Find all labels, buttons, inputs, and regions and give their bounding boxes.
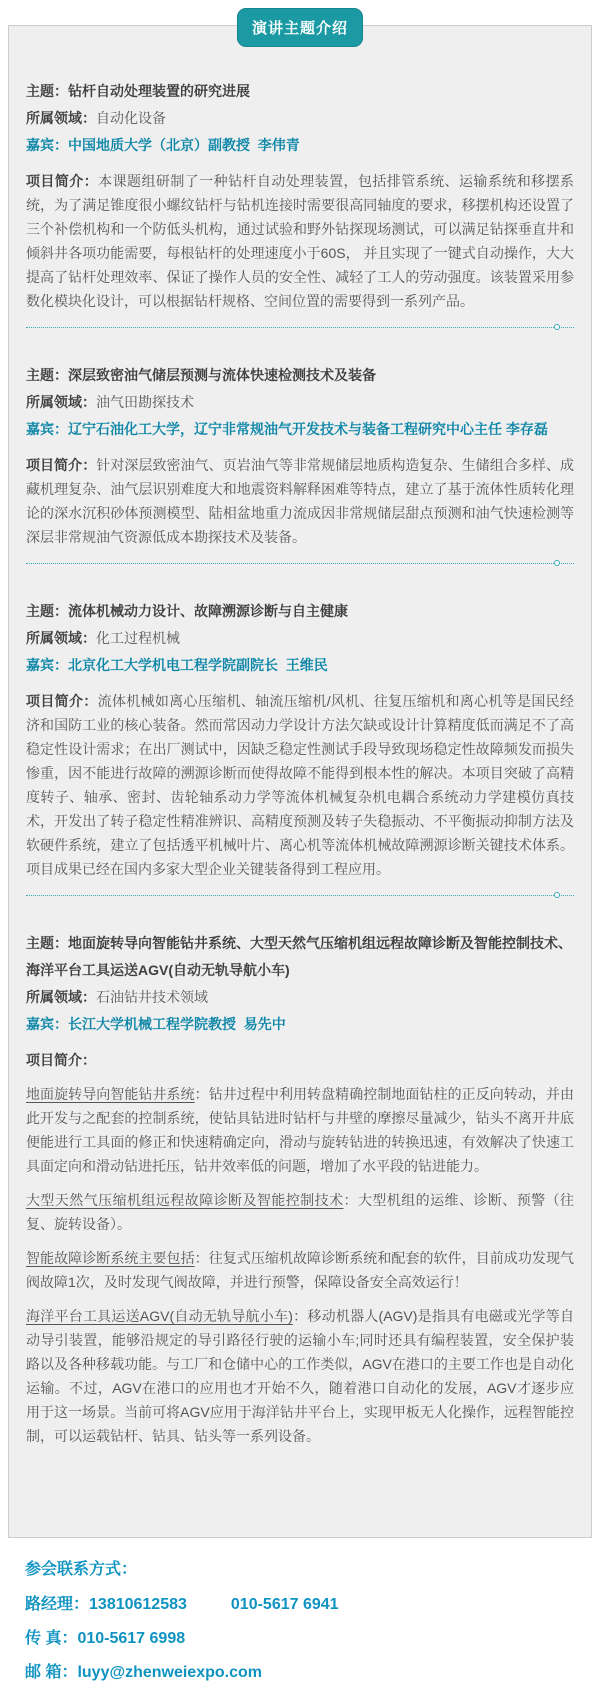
paragraph-text: ：钻井过程中利用转盘精确控制地面钻柱的正反向转动，并由此开发与之配套的控制系统，使钻具钻进时钻杆与井壁的摩擦尽量减少，钻头不离开井底便能进行工具面的修正和快速精确定向，滑动与旋转钻进的转换迅速，有效解决了快速工具面定向和滑动钻进托压，钻井效率低的问题，增加了水平段的钻进能力。 bbox=[26, 1086, 575, 1174]
paragraph-lead: 地面旋转导向智能钻井系统 bbox=[26, 1086, 195, 1102]
intro-label: 项目简介： bbox=[26, 173, 99, 189]
topic-value: 深层致密油气储层预测与流体快速检测技术及装备 bbox=[68, 367, 376, 383]
paragraph-lead: 智能故障诊断系统主要包括 bbox=[26, 1250, 195, 1266]
session-guest bbox=[26, 652, 574, 679]
intro-text: 本课题组研制了一种钻杆自动处理装置，包括排管系统、运输系统和移摆系统，为了满足锥度很小螺纹钻杆与钻机连接时需要很高同轴度的要求，移摆机构还设置了三个补偿机构和一个防低头机构，通过试验和野外钻探现场测试，可以满足钻探垂直井和倾斜井各项功能需要，每根钻杆的处理速度小于60S， 并且实现了一键式自动操作，大大提高了钻杆处理效率、保证了操作人员的安全性、减轻了工人的劳动强度。该装置采用参数化模块化设计，可以根据钻杆规格、空间位置的需要得到一系列产品。 bbox=[26, 173, 575, 309]
guest-label: 嘉宾： bbox=[26, 1016, 68, 1032]
contact-phone-mobile: 13810612583 bbox=[89, 1596, 187, 1613]
intro-paragraph-1 bbox=[26, 1082, 574, 1178]
session-topic bbox=[26, 78, 574, 105]
session-3 bbox=[26, 598, 574, 881]
session-field bbox=[26, 625, 574, 652]
field-label: 所属领域： bbox=[26, 989, 96, 1005]
intro-paragraph-3 bbox=[26, 1246, 574, 1294]
session-topic bbox=[26, 930, 574, 984]
contact-title: 参会联系方式： bbox=[25, 1561, 138, 1578]
intro-paragraph-2 bbox=[26, 1188, 574, 1236]
session-intro bbox=[26, 453, 574, 549]
guest-value: 北京化工大学机电工程学院副院长 王维民 bbox=[68, 657, 328, 673]
session-intro-heading bbox=[26, 1048, 574, 1072]
session-field bbox=[26, 389, 574, 416]
topic-label: 主题： bbox=[26, 83, 68, 99]
topic-value: 地面旋转导向智能钻井系统、大型天然气压缩机组远程故障诊断及智能控制技术、海洋平台工具运送AGV(自动无轨导航小车) bbox=[26, 935, 572, 978]
session-field bbox=[26, 105, 574, 132]
guest-label: 嘉宾： bbox=[26, 137, 68, 153]
guest-value: 辽宁石油化工大学，辽宁非常规油气开发技术与装备工程研究中心主任 李存磊 bbox=[68, 421, 548, 437]
section-divider bbox=[26, 327, 574, 328]
field-value: 自动化设备 bbox=[96, 110, 166, 126]
contact-footer bbox=[25, 1556, 339, 1693]
divider-circle-icon bbox=[554, 892, 560, 898]
contact-fax-line bbox=[25, 1625, 339, 1648]
topic-label: 主题： bbox=[26, 935, 68, 951]
session-field bbox=[26, 984, 574, 1011]
session-2 bbox=[26, 362, 574, 549]
fax-value: 010-5617 6998 bbox=[77, 1630, 186, 1647]
field-label: 所属领域： bbox=[26, 630, 96, 646]
contact-email-line bbox=[25, 1659, 339, 1682]
intro-label: 项目简介： bbox=[26, 1052, 96, 1068]
section-divider bbox=[26, 563, 574, 564]
intro-label: 项目简介： bbox=[26, 457, 97, 473]
email-value: luyy@zhenweiexpo.com bbox=[77, 1664, 262, 1681]
contact-phone-line bbox=[25, 1591, 339, 1614]
paragraph-text: ：大型机组的运维、诊断、预警（往复、旋转设备）。 bbox=[26, 1192, 575, 1232]
topic-label: 主题： bbox=[26, 367, 68, 383]
contact-phone-office: 010-5617 6941 bbox=[230, 1596, 339, 1613]
session-4 bbox=[26, 930, 574, 1448]
session-intro bbox=[26, 169, 574, 313]
intro-text: 流体机械如离心压缩机、轴流压缩机/风机、往复压缩机和离心机等是国民经济和国防工业的核心装备。然而常因动力学设计方法欠缺或设计计算精度低而满足不了高稳定性设计需求；在出厂测试中，因缺乏稳定性测试手段导致现场稳定性故障频发而损失惨重，因不能进行故障的溯源诊断而使得故障不能得到根本性的解决。本项目突破了高精度转子、轴承、密封、齿轮轴系动力学等流体机械复杂机电耦合系统动力学建模仿真技术，开发出了转子稳定性精准辨识、高精度预测及转子失稳振动、不平衡振动抑制方法及软硬件系统，建立了包括透平机械叶片、离心机等流体机械故障溯源诊断关键技术体系。项目成果已经在国内多家大型企业关键装备得到工程应用。 bbox=[26, 693, 574, 877]
paragraph-text: ：往复式压缩机故障诊断系统和配套的软件，目前成功发现气阀故障1次，及时发现气阀故障，并进行预警，保障设备安全高效运行！ bbox=[26, 1250, 575, 1290]
topic-label: 主题： bbox=[26, 603, 68, 619]
divider-circle-icon bbox=[554, 324, 560, 330]
session-1 bbox=[26, 78, 574, 313]
field-value: 油气田勘探技术 bbox=[96, 394, 194, 410]
guest-label: 嘉宾： bbox=[26, 421, 68, 437]
session-guest bbox=[26, 416, 574, 443]
session-topic bbox=[26, 362, 574, 389]
session-intro bbox=[26, 689, 574, 881]
field-value: 化工过程机械 bbox=[96, 630, 180, 646]
intro-text: 针对深层致密油气、页岩油气等非常规储层地质构造复杂、生储组合多样、成藏机理复杂、油气层识别难度大和地震资料解释困难等特点，建立了基于流体性质转化理论的深水沉积砂体预测模型、陆相盆地重力流成因非常规储层甜点预测和油气快速检测等深层非常规油气资源低成本勘探技术及装备。 bbox=[26, 457, 575, 545]
field-label: 所属领域： bbox=[26, 110, 96, 126]
paragraph-lead: 大型天然气压缩机组远程故障诊断及智能控制技术 bbox=[26, 1192, 344, 1208]
topic-value: 钻杆自动处理装置的研究进展 bbox=[68, 83, 250, 99]
paragraph-text: ：移动机器人(AGV)是指具有电磁或光学等自动导引装置，能够沿规定的导引路径行驶的运输小车;同时还具有编程装置，安全保护装路以及各种移载功能。与工厂和仓储中心的工作类似，AGV在港口的主要工作也是自动化运输。不过，AGV在港口的应用也才开始不久，随着港口自动化的发展，AGV才逐步应用于这一场景。当前可将AGV应用于海洋钻井平台上，实现甲板无人化操作，远程智能控制，可以运载钻杆、钻具、钻头等一系列设备。 bbox=[26, 1308, 575, 1444]
topic-value: 流体机械动力设计、故障溯源诊断与自主健康 bbox=[68, 603, 348, 619]
session-topic bbox=[26, 598, 574, 625]
field-label: 所属领域： bbox=[26, 394, 96, 410]
fax-label: 传 真： bbox=[25, 1630, 78, 1647]
contact-person-label: 路经理： bbox=[25, 1596, 90, 1613]
email-label: 邮 箱： bbox=[25, 1664, 78, 1681]
page-title-badge: 演讲主题介绍 bbox=[237, 8, 363, 47]
guest-value: 中国地质大学（北京）副教授 李伟青 bbox=[68, 137, 300, 153]
guest-label: 嘉宾： bbox=[26, 657, 68, 673]
divider-circle-icon bbox=[554, 560, 560, 566]
field-value: 石油钻井技术领域 bbox=[96, 989, 208, 1005]
guest-value: 长江大学机械工程学院教授 易先中 bbox=[68, 1016, 286, 1032]
section-divider bbox=[26, 895, 574, 896]
content-card bbox=[8, 25, 592, 1538]
paragraph-lead: 海洋平台工具运送AGV(自动无轨导航小车) bbox=[26, 1308, 293, 1324]
intro-paragraph-4 bbox=[26, 1304, 574, 1448]
session-guest bbox=[26, 132, 574, 159]
session-guest bbox=[26, 1011, 574, 1038]
intro-label: 项目简介： bbox=[26, 693, 98, 709]
